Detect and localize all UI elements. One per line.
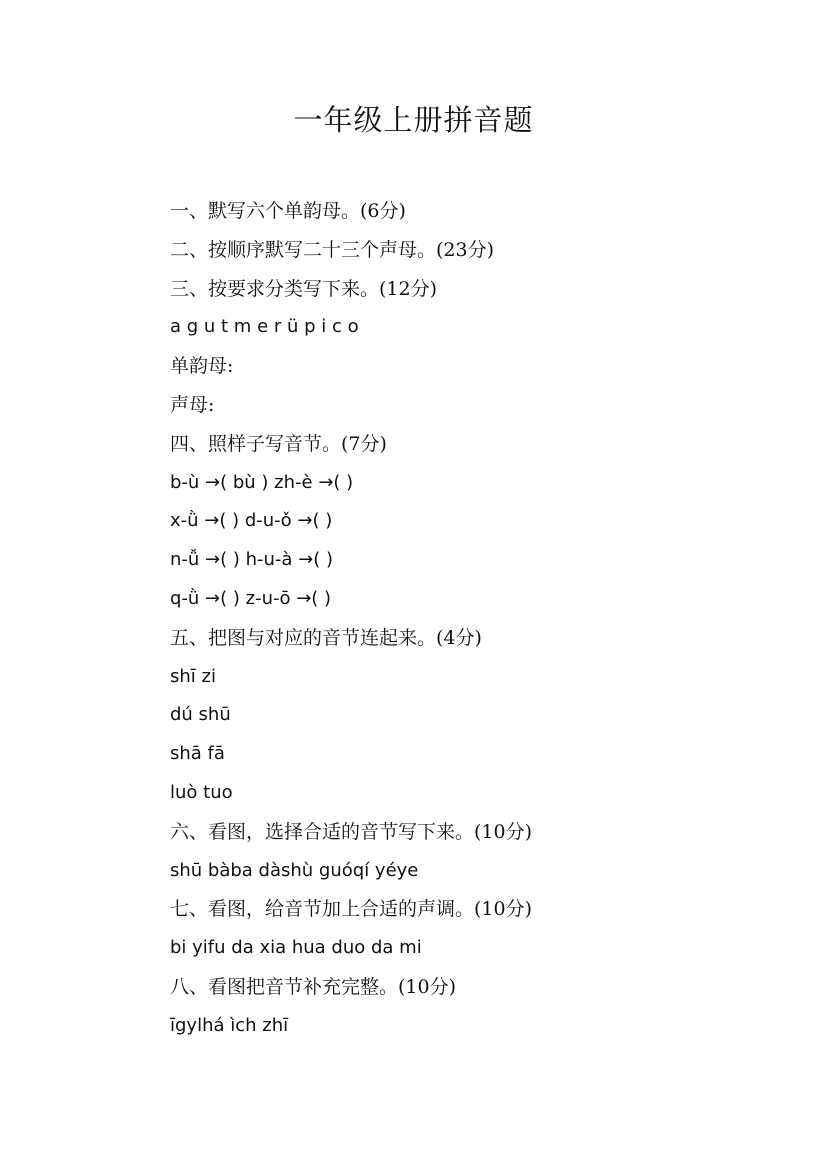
question-6: 六、看图，选择合适的音节写下来。(10分)	[170, 820, 533, 843]
question-4: 四、照样子写音节。(7分)	[170, 432, 387, 455]
syllable-example-row-2: x-ǜ →( ) d-u-ǒ →( )	[170, 510, 333, 532]
question-1: 一、默写六个单韵母。(6分)	[170, 200, 406, 222]
word-bank: shū bàba dàshù guóqí yéye	[170, 859, 419, 881]
question-8: 八、看图把音节补充完整。(10分)	[170, 975, 457, 998]
document-body	[170, 192, 790, 1046]
tone-exercise: bi yifu da xia hua duo da mi	[170, 937, 422, 959]
syllable-example-row-3: n-ǚ →( ) h-u-à →( )	[170, 549, 334, 571]
question-3: 三、按要求分类写下来。(12分)	[170, 277, 438, 300]
syllable-example-row-1: b-ù →( bù ) zh-è →( )	[170, 471, 354, 493]
match-item-4: luò tuo	[170, 781, 233, 803]
match-item-3: shā fā	[170, 743, 225, 765]
syllable-example-row-4: q-ǜ →( ) z-u-ō →( )	[170, 587, 332, 609]
single-vowels-label: 单韵母:	[170, 355, 234, 378]
question-2: 二、按顺序默写二十三个声母。(23分)	[170, 238, 495, 261]
question-7: 七、看图，给音节加上合适的声调。(10分)	[170, 898, 533, 921]
letter-list: a g u t m e r ü p i c o	[170, 316, 359, 338]
completion-exercise: īgylhá ìch zhī	[170, 1014, 289, 1036]
question-5: 五、把图与对应的音节连起来。(4分)	[170, 626, 482, 649]
document-title: 一年级上册拼音题	[293, 103, 534, 137]
match-item-1: shī zi	[170, 665, 216, 687]
match-item-2: dú shū	[170, 704, 231, 726]
initials-label: 声母:	[170, 393, 215, 416]
